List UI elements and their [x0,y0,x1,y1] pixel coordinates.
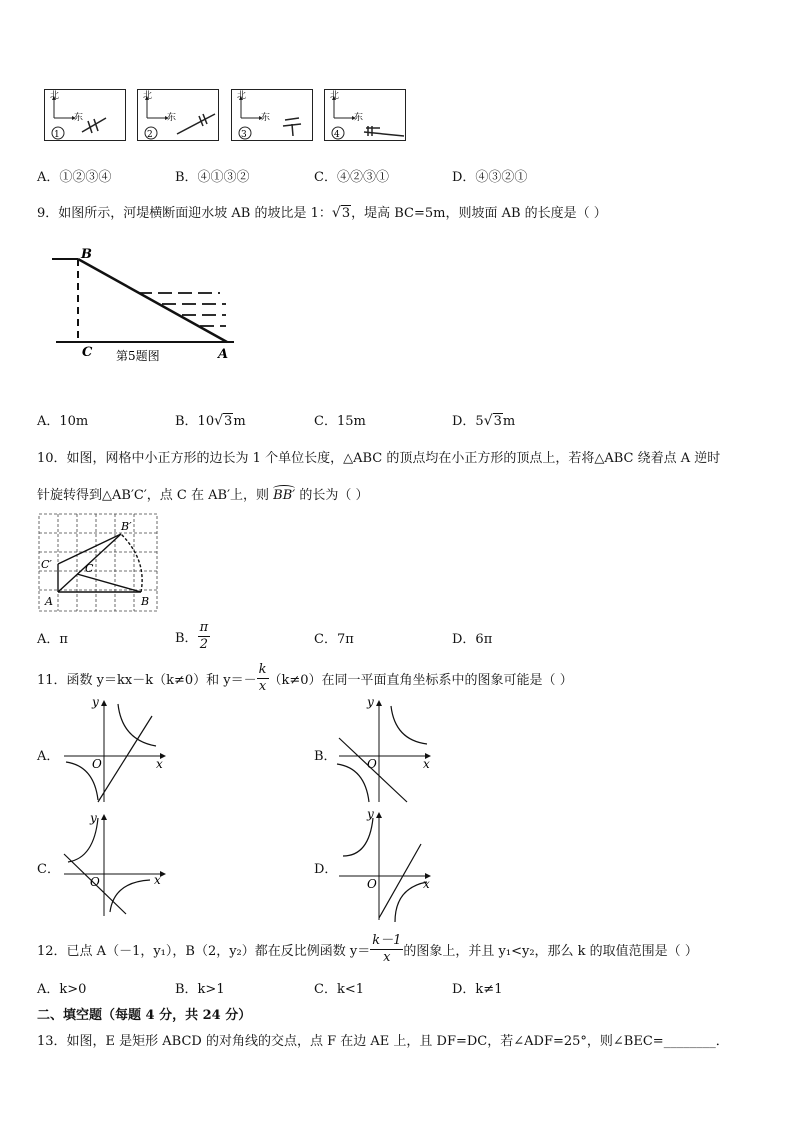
q11-graph-c[interactable] [60,810,170,918]
q9-option-c[interactable]: C．15m [314,414,366,429]
q9-stem: 9．如图所示，河堤横断面迎水坡 AB 的坡比是 1：√3，堤高 BC=5m，则坡面 AB 的长度是（ ） [37,205,607,221]
north-label-3: 北 [237,91,247,101]
graph-b-x-label: x [423,757,430,771]
q9-option-b-unit: m [233,414,246,429]
q13-text: 13．如图，E 是矩形 ABCD 的对角线的交点，点 F 在边 AE 上，且 DF=DC，若∠ADF=25°，则∠BEC= [37,1034,664,1049]
graph-a-origin: O [92,757,102,771]
q10-option-b-num: π [199,620,209,635]
q9-option-d-unit: m [502,414,516,429]
graph-a-x-label: x [156,757,163,771]
q9-figure [50,246,240,368]
q10-option-b[interactable] [175,620,210,653]
q8-option-c[interactable]: C．④②③① [314,170,389,185]
graph-b-y-label: y [367,696,374,709]
q10-arc-label [273,488,295,503]
q10-option-d[interactable]: D．6π [452,632,493,647]
q11-option-d-label[interactable]: D． [314,862,338,877]
panel-3 [232,89,313,141]
q10-arc-text: BB′ [273,488,296,503]
graph-a-y-label: y [92,696,99,709]
q11-option-a-label[interactable]: A． [37,749,60,764]
q9-text-before: 9．如图所示，河堤横断面迎水坡 AB 的坡比是 1： [37,206,332,221]
q8-option-d[interactable]: D．④③②① [452,170,528,185]
panel-number-3: 3 [241,130,247,140]
q12-option-b[interactable]: B．k>1 [175,982,225,997]
q9-point-b: B [81,247,92,262]
east-label-1: 东 [74,113,84,123]
section-title: 二、填空题（每题 4 分，共 24 分） [37,1008,252,1023]
q11-frac [257,662,269,695]
q9-option-b-prefix: B．10 [175,414,215,429]
north-label-4: 北 [330,91,340,101]
q11-graph-a[interactable] [60,696,170,806]
panel-number-2: 2 [147,130,153,140]
q12-frac [370,933,403,966]
q11-graph-d[interactable] [335,808,445,926]
q11-graph-b[interactable] [335,696,445,806]
q9-option-a[interactable]: A．10m [37,414,89,429]
q10-label-b: B [141,595,150,608]
east-label-3: 东 [261,113,271,123]
q12-stem [37,933,698,966]
q12-option-d[interactable]: D．k≠1 [452,982,503,997]
north-label-1: 北 [50,91,60,101]
panel-2 [138,89,219,141]
q13-answer-blank[interactable]: ________ [663,1034,716,1049]
q10-label-a: A [45,595,53,608]
q8-option-a[interactable]: A．①②③④ [37,170,112,185]
graph-c-origin: O [90,875,100,889]
graph-d-y-label: y [367,808,374,821]
q11-text-after: （k≠0）在同一平面直角坐标系中的图象可能是（ ） [268,673,573,688]
panel-number-4: 4 [334,130,340,140]
q9-option-b[interactable]: B．10√3m [175,413,246,429]
graph-d-origin: O [367,877,377,891]
q10-option-b-frac [198,620,211,653]
q10-option-b-prefix: B． [175,631,198,646]
q12-text-after: 的图象上，并且 y₁<y₂，那么 k 的取值范围是（ ） [403,944,698,959]
q10-grid-figure [37,512,161,614]
q9-option-b-sqrt: 3 [224,414,233,429]
q9-option-d[interactable]: D．5√3m [452,413,516,429]
north-label-2: 北 [143,91,153,101]
q8-option-b[interactable]: B．④①③② [175,170,250,185]
q10-label-c-prime: C′ [41,558,52,571]
q10-text-after: 的长为（ ） [299,488,369,503]
q10-text-before: 针旋转得到△AB′C′，点 C 在 AB′上，则 [37,488,270,503]
q9-point-a: A [218,347,229,362]
q11-option-c-label[interactable]: C． [37,862,60,877]
q11-option-b-label[interactable]: B． [314,749,337,764]
q8-panels [44,88,408,143]
q10-option-c[interactable]: C．7π [314,632,354,647]
q10-stem-line2 [37,484,369,503]
q12-frac-den: x [383,950,391,965]
q10-stem-line1: 10．如图，网格中小正方形的边长为 1 个单位长度，△ABC 的顶点均在小正方形的顶点上，若将△ABC 绕着点 A 逆时 [37,451,721,466]
q12-option-c[interactable]: C．k<1 [314,982,364,997]
q13-end: ． [715,1034,729,1049]
graph-b-origin: O [367,757,377,771]
q9-text-after: ，堤高 BC=5m，则坡面 AB 的长度是（ ） [351,206,607,221]
q10-label-b-prime: B′ [121,520,132,533]
q11-text-before: 11．函数 y＝kx－k（k≠0）和 y＝－ [37,673,257,688]
q10-option-a[interactable]: A．π [37,632,68,647]
q12-option-a[interactable]: A．k>0 [37,982,87,997]
q9-figure-caption: 第5题图 [116,349,160,363]
q9-point-c: C [82,345,93,360]
q12-frac-num: k－1 [372,933,402,948]
panel-1 [45,89,126,141]
q13-stem [37,1030,729,1049]
graph-c-x-label: x [154,873,161,887]
q11-frac-num: k [258,662,267,677]
panel-4 [325,89,406,141]
q9-sqrt: 3 [341,206,351,221]
q11-stem [37,662,573,695]
q9-option-d-prefix: D．5 [452,414,484,429]
graph-d-x-label: x [423,877,430,891]
q9-option-d-sqrt: 3 [493,414,502,429]
east-label-4: 东 [354,113,364,123]
q10-label-c: C [85,562,94,575]
panel-number-1: 1 [54,130,60,140]
q11-frac-den: x [258,679,267,694]
q10-option-b-den: 2 [199,637,208,652]
east-label-2: 东 [167,113,177,123]
q12-text-before: 12．已点 A（－1，y₁），B（2，y₂）都在反比例函数 y＝ [37,944,371,959]
graph-c-y-label: y [90,811,97,825]
